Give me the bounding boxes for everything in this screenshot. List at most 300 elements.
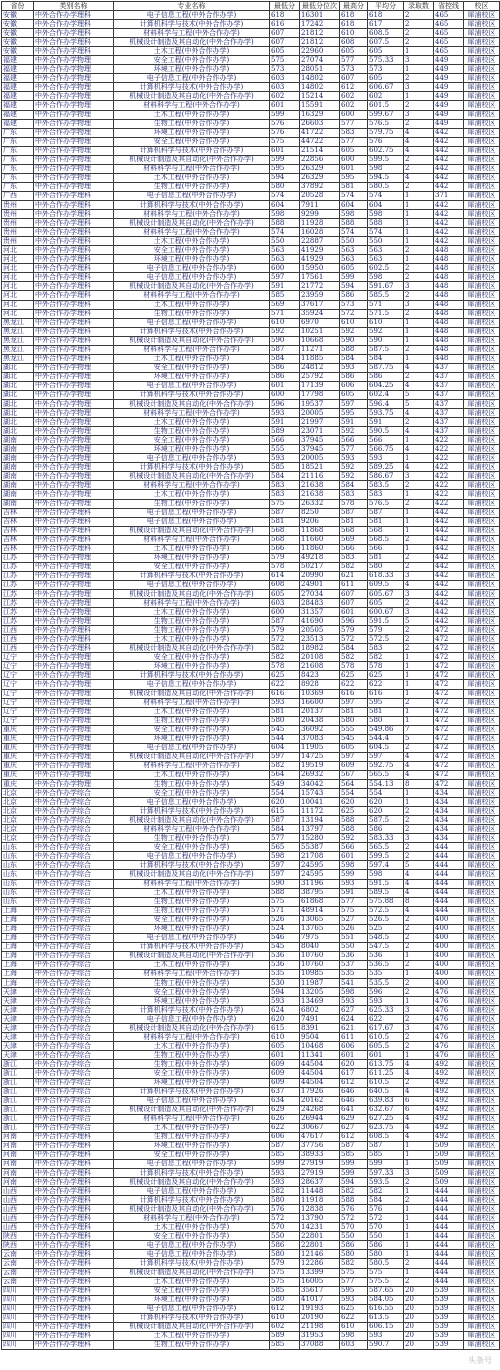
- table-row: [2, 345, 500, 354]
- avg-score-cell: 575.33: [368, 56, 404, 65]
- min-rank-cell: 37756: [300, 1141, 340, 1150]
- province-cell: 云南: [2, 1277, 34, 1286]
- category-cell: 中外合作办学理科: [34, 327, 114, 336]
- avg-score-cell: 594.5: [368, 173, 404, 182]
- major-cell: 材料科学与工程(中外合作办学): [114, 825, 270, 834]
- avg-score-cell: 593: [368, 997, 404, 1006]
- avg-score-cell: 622: [368, 680, 404, 689]
- admitted-count-cell: 2: [404, 499, 434, 508]
- avg-score-cell: 580.5: [368, 182, 404, 191]
- province-cell: 辽宁: [2, 716, 34, 725]
- province-cell: 浙江: [2, 1114, 34, 1123]
- table-row: [2, 617, 500, 626]
- table-row: [2, 508, 500, 517]
- max-score-cell: 535: [340, 969, 368, 978]
- province-cell: 湖南: [2, 472, 34, 481]
- max-score-cell: 612: [340, 1078, 368, 1087]
- control-line-cell: 442: [434, 580, 464, 589]
- avg-score-cell: 584.05: [368, 1295, 404, 1304]
- avg-score-cell: 591.5: [368, 879, 404, 888]
- min-score-cell: 535: [270, 969, 300, 978]
- province-cell: 浙江: [2, 1060, 34, 1069]
- avg-score-cell: 607.5: [368, 38, 404, 47]
- category-cell: 中外合作办学物理: [34, 481, 114, 490]
- max-score-cell: 641: [340, 1105, 368, 1114]
- category-cell: 中外合作办学物理: [34, 698, 114, 707]
- category-cell: 中外合作办学综合: [34, 988, 114, 997]
- max-score-cell: 536: [340, 951, 368, 960]
- table-row: [2, 888, 500, 897]
- control-line-cell: 442: [434, 617, 464, 626]
- max-score-cell: 583: [340, 553, 368, 562]
- major-cell: 环境工程(中外合作办学): [114, 924, 270, 933]
- major-cell: 机械设计制造及其自动化(中外合作办学): [114, 336, 270, 345]
- min-rank-cell: 31357: [300, 608, 340, 617]
- min-rank-cell: 15950: [300, 264, 340, 273]
- province-cell: 广西: [2, 191, 34, 200]
- province-cell: 广东: [2, 164, 34, 173]
- max-score-cell: 595: [340, 409, 368, 418]
- major-cell: 机械设计制造及其自动化(中外合作办学): [114, 590, 270, 599]
- min-score-cell: 586: [270, 372, 300, 381]
- table-row: [2, 825, 500, 834]
- max-score-cell: 599: [340, 870, 368, 879]
- min-rank-cell: 9504: [300, 1033, 340, 1042]
- min-score-cell: 569: [270, 300, 300, 309]
- avg-score-cell: 587: [368, 1141, 404, 1150]
- min-rank-cell: 16028: [300, 228, 340, 237]
- category-cell: 中外合作办学综合: [34, 1015, 114, 1024]
- province-cell: 黑龙江: [2, 345, 34, 354]
- avg-score-cell: 590.7: [368, 1340, 404, 1349]
- control-line-cell: 465: [434, 11, 464, 20]
- avg-score-cell: 586: [368, 372, 404, 381]
- major-cell: 机械设计制造及其自动化(中外合作办学): [114, 689, 270, 698]
- campus-cell: 犀浦校区: [464, 20, 500, 29]
- category-cell: 中外合作办学理科: [34, 1169, 114, 1178]
- table-row: [2, 246, 500, 255]
- major-cell: 计算机科学与技术(中外合作办学): [114, 200, 270, 209]
- province-cell: 江西: [2, 644, 34, 653]
- min-score-cell: 581: [270, 707, 300, 716]
- control-line-cell: 448: [434, 327, 464, 336]
- province-cell: 四川: [2, 1331, 34, 1340]
- control-line-cell: 472: [434, 770, 464, 779]
- min-rank-cell: 10760: [300, 960, 340, 969]
- table-row: [2, 481, 500, 490]
- table-row: [2, 381, 500, 390]
- control-line-cell: 448: [434, 336, 464, 345]
- category-cell: 中外合作办学理科: [34, 200, 114, 209]
- major-cell: 环境工程(中外合作办学): [114, 65, 270, 74]
- campus-cell: 犀浦校区: [464, 264, 500, 273]
- province-cell: 浙江: [2, 1096, 34, 1105]
- province-cell: 重庆: [2, 752, 34, 761]
- category-cell: 中外合作办学物理: [34, 164, 114, 173]
- control-line-cell: 400: [434, 960, 464, 969]
- admitted-count-cell: 4: [404, 1069, 434, 1078]
- campus-cell: 犀浦校区: [464, 173, 500, 182]
- min-score-cell: 526: [270, 915, 300, 924]
- admitted-count-cell: 20: [404, 1313, 434, 1322]
- min-rank-cell: 13205: [300, 988, 340, 997]
- min-score-cell: 582: [270, 653, 300, 662]
- admitted-count-cell: 2: [404, 418, 434, 427]
- min-score-cell: 606: [270, 1132, 300, 1141]
- table-row: [2, 327, 500, 336]
- admitted-count-cell: 1: [404, 1223, 434, 1232]
- major-cell: 生物工程(中外合作办学): [114, 499, 270, 508]
- province-cell: 江苏: [2, 562, 34, 571]
- min-rank-cell: 21812: [300, 38, 340, 47]
- admitted-count-cell: 1: [404, 490, 434, 499]
- campus-cell: 犀浦校区: [464, 508, 500, 517]
- category-cell: 中外合作办学物理: [34, 182, 114, 191]
- table-row: [2, 1250, 500, 1259]
- table-row: [2, 490, 500, 499]
- major-cell: 安全工程(中外合作办学): [114, 1069, 270, 1078]
- avg-score-cell: 550: [368, 237, 404, 246]
- major-cell: 电子信息工程(中外合作办学): [114, 1096, 270, 1105]
- max-score-cell: 610: [340, 318, 368, 327]
- campus-cell: 犀浦校区: [464, 237, 500, 246]
- major-cell: 环境工程(中外合作办学): [114, 1078, 270, 1087]
- max-score-cell: 622: [340, 680, 368, 689]
- max-score-cell: 527: [340, 915, 368, 924]
- category-cell: 中外合作办学理科: [34, 1322, 114, 1331]
- major-cell: 土木工程(中外合作办学): [114, 960, 270, 969]
- min-rank-cell: 34042: [300, 779, 340, 788]
- table-row: [2, 798, 500, 807]
- min-score-cell: 599: [270, 110, 300, 119]
- province-cell: 贵州: [2, 200, 34, 209]
- admitted-count-cell: 2: [404, 807, 434, 816]
- avg-score-cell: 565.5: [368, 843, 404, 852]
- table-row: [2, 291, 500, 300]
- avg-score-cell: 580.5: [368, 1259, 404, 1268]
- min-rank-cell: 23513: [300, 635, 340, 644]
- campus-cell: 犀浦校区: [464, 861, 500, 870]
- max-score-cell: 583: [340, 490, 368, 499]
- header-admitted-count: 录取数: [404, 2, 434, 11]
- control-line-cell: 442: [434, 155, 464, 164]
- max-score-cell: 594: [340, 282, 368, 291]
- admitted-count-cell: 2: [404, 743, 434, 752]
- campus-cell: 犀浦校区: [464, 390, 500, 399]
- major-cell: 土木工程(中外合作办学): [114, 173, 270, 182]
- control-line-cell: 476: [434, 988, 464, 997]
- province-cell: 湖南: [2, 499, 34, 508]
- major-cell: 生物工程(中外合作办学): [114, 1340, 270, 1349]
- min-rank-cell: 7975: [300, 933, 340, 942]
- campus-cell: 犀浦校区: [464, 1150, 500, 1159]
- admitted-count-cell: 1: [404, 671, 434, 680]
- major-cell: 安全工程(中外合作办学): [114, 789, 270, 798]
- major-cell: 安全工程(中外合作办学): [114, 843, 270, 852]
- category-cell: 中外合作办学物理: [34, 725, 114, 734]
- min-rank-cell: 61868: [300, 897, 340, 906]
- table-row: [2, 427, 500, 436]
- table-row: [2, 1159, 500, 1168]
- control-line-cell: 472: [434, 635, 464, 644]
- province-cell: 湖南: [2, 454, 34, 463]
- major-cell: 安全工程(中外合作办学): [114, 1232, 270, 1241]
- avg-score-cell: 604.5: [368, 743, 404, 752]
- max-score-cell: 584: [340, 481, 368, 490]
- admitted-count-cell: 1: [404, 544, 434, 553]
- min-rank-cell: 28483: [300, 599, 340, 608]
- campus-cell: 犀浦校区: [464, 363, 500, 372]
- category-cell: 中外合作办学综合: [34, 924, 114, 933]
- max-score-cell: 597: [340, 698, 368, 707]
- avg-score-cell: 591.5: [368, 617, 404, 626]
- control-line-cell: 442: [434, 599, 464, 608]
- province-cell: 上海: [2, 915, 34, 924]
- major-cell: 机械设计制造及其自动化(中外合作办学): [114, 155, 270, 164]
- control-line-cell: 449: [434, 56, 464, 65]
- max-score-cell: 584: [340, 354, 368, 363]
- min-rank-cell: 26944: [300, 1114, 340, 1123]
- province-cell: 福建: [2, 83, 34, 92]
- admitted-count-cell: 1: [404, 92, 434, 101]
- table-row: [2, 390, 500, 399]
- min-score-cell: 574: [270, 228, 300, 237]
- avg-score-cell: 598: [368, 210, 404, 219]
- province-cell: 河南: [2, 1178, 34, 1187]
- avg-score-cell: 597.4: [368, 861, 404, 870]
- major-cell: 安全工程(中外合作办学): [114, 915, 270, 924]
- category-cell: 中外合作办学物理: [34, 716, 114, 725]
- campus-cell: 犀浦校区: [464, 463, 500, 472]
- control-line-cell: 472: [434, 779, 464, 788]
- avg-score-cell: 600.67: [368, 608, 404, 617]
- province-cell: 黑龙江: [2, 354, 34, 363]
- admitted-count-cell: 3: [404, 1169, 434, 1178]
- major-cell: 机械设计制造及其自动化(中外合作办学): [114, 951, 270, 960]
- table-row: [2, 1232, 500, 1241]
- major-cell: 土木工程(中外合作办学): [114, 707, 270, 716]
- avg-score-cell: 574: [368, 228, 404, 237]
- min-rank-cell: 27919: [300, 1159, 340, 1168]
- campus-cell: 犀浦校区: [464, 1105, 500, 1114]
- campus-cell: 犀浦校区: [464, 381, 500, 390]
- campus-cell: 犀浦校区: [464, 1015, 500, 1024]
- min-rank-cell: 24268: [300, 1105, 340, 1114]
- control-line-cell: 492: [434, 1096, 464, 1105]
- province-cell: 四川: [2, 1295, 34, 1304]
- category-cell: 中外合作办学物理: [34, 173, 114, 182]
- category-cell: 中外合作办学物理: [34, 101, 114, 110]
- min-rank-cell: 20528: [300, 191, 340, 200]
- table-row: [2, 861, 500, 870]
- campus-cell: 犀浦校区: [464, 427, 500, 436]
- min-score-cell: 545: [270, 942, 300, 951]
- campus-cell: 犀浦校区: [464, 689, 500, 698]
- avg-score-cell: 586: [368, 825, 404, 834]
- control-line-cell: 444: [434, 843, 464, 852]
- max-score-cell: 573: [340, 65, 368, 74]
- campus-cell: 犀浦校区: [464, 870, 500, 879]
- max-score-cell: 592: [340, 834, 368, 843]
- campus-cell: 犀浦校区: [464, 933, 500, 942]
- min-score-cell: 589: [270, 1331, 300, 1340]
- control-line-cell: 472: [434, 752, 464, 761]
- admitted-count-cell: 6: [404, 1096, 434, 1105]
- admitted-count-cell: 1: [404, 680, 434, 689]
- campus-cell: 犀浦校区: [464, 65, 500, 74]
- control-line-cell: 444: [434, 1214, 464, 1223]
- category-cell: 中外合作办学理科: [34, 246, 114, 255]
- avg-score-cell: 583: [368, 490, 404, 499]
- major-cell: 机械设计制造及其自动化(中外合作办学): [114, 816, 270, 825]
- category-cell: 中外合作办学理科: [34, 1132, 114, 1141]
- min-score-cell: 564: [270, 770, 300, 779]
- province-cell: 福建: [2, 110, 34, 119]
- control-line-cell: 400: [434, 942, 464, 951]
- admitted-count-cell: 4: [404, 146, 434, 155]
- min-score-cell: 575: [270, 1277, 300, 1286]
- table-row: [2, 38, 500, 47]
- min-rank-cell: 30667: [300, 1123, 340, 1132]
- admitted-count-cell: 4: [404, 445, 434, 454]
- control-line-cell: 371: [434, 191, 464, 200]
- min-rank-cell: 23959: [300, 291, 340, 300]
- avg-score-cell: 605.5: [368, 1042, 404, 1051]
- major-cell: 机械设计制造及其自动化(中外合作办学): [114, 1268, 270, 1277]
- max-score-cell: 572: [340, 1214, 368, 1223]
- control-line-cell: 492: [434, 1132, 464, 1141]
- min-score-cell: 550: [270, 1232, 300, 1241]
- category-cell: 中外合作办学物理: [34, 409, 114, 418]
- major-cell: 电子信息工程(中外合作办学): [114, 381, 270, 390]
- max-score-cell: 555: [340, 725, 368, 734]
- category-cell: 中外合作办学综合: [34, 816, 114, 825]
- avg-score-cell: 575.5: [368, 1277, 404, 1286]
- major-cell: 土木工程(中外合作办学): [114, 544, 270, 553]
- campus-cell: 犀浦校区: [464, 110, 500, 119]
- table-row: [2, 219, 500, 228]
- min-score-cell: 591: [270, 282, 300, 291]
- admitted-count-cell: 3: [404, 83, 434, 92]
- max-score-cell: 570: [340, 1223, 368, 1232]
- admitted-count-cell: 1: [404, 210, 434, 219]
- control-line-cell: 465: [434, 20, 464, 29]
- province-cell: 北京: [2, 807, 34, 816]
- category-cell: 中外合作办学综合: [34, 1078, 114, 1087]
- table-row: [2, 499, 500, 508]
- province-cell: 安徽: [2, 11, 34, 20]
- avg-score-cell: 585: [368, 1150, 404, 1159]
- admitted-count-cell: 1: [404, 1051, 434, 1060]
- table-body: [2, 11, 500, 1350]
- province-cell: 湖北: [2, 418, 34, 427]
- control-line-cell: 444: [434, 1241, 464, 1250]
- min-rank-cell: 11885: [300, 354, 340, 363]
- province-cell: 云南: [2, 1268, 34, 1277]
- major-cell: 计算机科学与技术(中外合作办学): [114, 671, 270, 680]
- admitted-count-cell: 20: [404, 1286, 434, 1295]
- min-rank-cell: 14802: [300, 83, 340, 92]
- campus-cell: 犀浦校区: [464, 816, 500, 825]
- province-cell: 山东: [2, 879, 34, 888]
- admitted-count-cell: 1: [404, 997, 434, 1006]
- min-score-cell: 575: [270, 56, 300, 65]
- min-score-cell: 530: [270, 979, 300, 988]
- campus-cell: 犀浦校区: [464, 409, 500, 418]
- max-score-cell: 627: [340, 1006, 368, 1015]
- major-cell: 电子信息工程(中外合作办学): [114, 508, 270, 517]
- category-cell: 中外合作办学物理: [34, 155, 114, 164]
- table-row: [2, 1132, 500, 1141]
- campus-cell: 犀浦校区: [464, 915, 500, 924]
- max-score-cell: 566: [340, 544, 368, 553]
- max-score-cell: 582: [340, 562, 368, 571]
- table-row: [2, 255, 500, 264]
- table-row: [2, 1123, 500, 1132]
- table-row: [2, 155, 500, 164]
- province-cell: 福建: [2, 92, 34, 101]
- max-score-cell: 588: [340, 1196, 368, 1205]
- header-max-score: 最高分: [340, 2, 368, 11]
- admitted-count-cell: 4: [404, 463, 434, 472]
- category-cell: 中外合作办学物理: [34, 119, 114, 128]
- province-cell: 浙江: [2, 1105, 34, 1114]
- province-cell: 江苏: [2, 580, 34, 589]
- campus-cell: 犀浦校区: [464, 1304, 500, 1313]
- control-line-cell: 539: [434, 1322, 464, 1331]
- control-line-cell: 539: [434, 1313, 464, 1322]
- table-row: [2, 761, 500, 770]
- campus-cell: 犀浦校区: [464, 951, 500, 960]
- control-line-cell: 442: [434, 562, 464, 571]
- max-score-cell: 551: [340, 933, 368, 942]
- category-cell: 中外合作办学物理: [34, 689, 114, 698]
- category-cell: 中外合作办学综合: [34, 1024, 114, 1033]
- admitted-count-cell: 8: [404, 897, 434, 906]
- avg-score-cell: 566.75: [368, 445, 404, 454]
- major-cell: 电子信息工程(中外合作办学): [114, 1250, 270, 1259]
- max-score-cell: 541: [340, 979, 368, 988]
- min-score-cell: 574: [270, 191, 300, 200]
- major-cell: 机械设计制造及其自动化(中外合作办学): [114, 472, 270, 481]
- min-rank-cell: 36092: [300, 725, 340, 734]
- min-rank-cell: 24595: [300, 861, 340, 870]
- table-row: [2, 608, 500, 617]
- min-score-cell: 572: [270, 1214, 300, 1223]
- table-row: [2, 182, 500, 191]
- category-cell: 中外合作办学物理: [34, 490, 114, 499]
- category-cell: 中外合作办学综合: [34, 834, 114, 843]
- province-cell: 湖北: [2, 409, 34, 418]
- min-rank-cell: 8250: [300, 508, 340, 517]
- control-line-cell: 444: [434, 1259, 464, 1268]
- campus-cell: 犀浦校区: [464, 969, 500, 978]
- campus-cell: 犀浦校区: [464, 1223, 500, 1232]
- min-rank-cell: 20505: [300, 626, 340, 635]
- major-cell: 土木工程(中外合作办学): [114, 354, 270, 363]
- admitted-count-cell: 2: [404, 29, 434, 38]
- min-score-cell: 595: [270, 164, 300, 173]
- control-line-cell: 422: [434, 463, 464, 472]
- campus-cell: 犀浦校区: [464, 897, 500, 906]
- control-line-cell: 442: [434, 237, 464, 246]
- table-row: [2, 517, 500, 526]
- major-cell: 安全工程(中外合作办学): [114, 363, 270, 372]
- campus-cell: 犀浦校区: [464, 56, 500, 65]
- min-score-cell: 590: [270, 336, 300, 345]
- campus-cell: 犀浦校区: [464, 743, 500, 752]
- major-cell: 机械设计制造及其自动化(中外合作办学): [114, 1205, 270, 1214]
